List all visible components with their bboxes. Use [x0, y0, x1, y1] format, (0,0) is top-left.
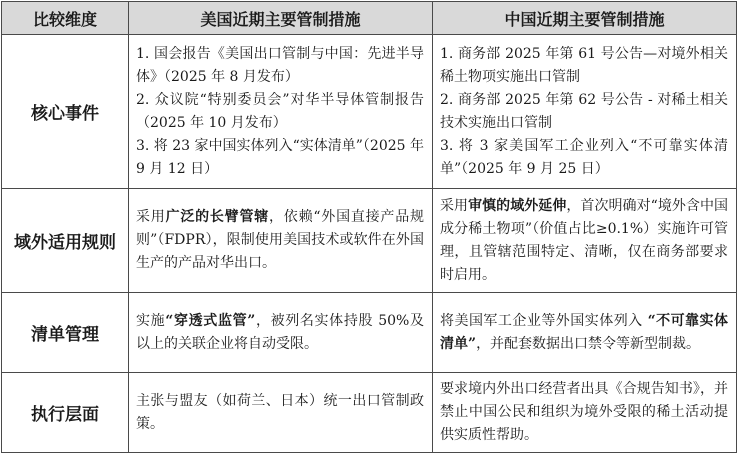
cn-list-management-text-pre: 将美国军工企业等外国实体列入: [440, 312, 648, 329]
cn-list-management-cell: [433, 293, 737, 373]
row-label-list-management: 清单管理: [2, 293, 129, 373]
cn-list-management-emphasis: “不可靠实体清单”: [440, 312, 729, 352]
us-core-event-1: 1. 国会报告《美国出口管制与中国：先进半导体》（2025 年 8 月发布）: [136, 45, 424, 85]
cn-core-event-3: 3. 将 3 家美国军工企业列入“不可靠实体清单”（2025 年 9 月 25 日）: [440, 137, 728, 177]
row-extraterritorial: [2, 189, 737, 293]
us-extraterritorial-emphasis: 广泛的长臂管辖: [165, 209, 270, 225]
cn-extraterritorial-cell: [433, 189, 737, 293]
header-us-measures: 美国近期主要管制措施: [129, 2, 433, 35]
cn-extraterritorial-text-post: ，首次明确对“境外含中国成分稀土物项”（价值占比≥0.1%）实施许可管理，且管辖范围特定、清晰，仅在商务部要求时启用。: [440, 197, 729, 283]
us-enforcement-cell: 主张与盟友（如荷兰、日本）统一出口管制政策。: [129, 373, 433, 453]
cn-enforcement-cell: 要求境内外出口经营者出具《合规告知书》，并禁止中国公民和组织为境外受限的稀土活动提供实质性帮助。: [433, 373, 737, 453]
cn-list-management-text-post: ，并配套数据出口禁令等新型制裁。: [476, 335, 701, 352]
cn-core-events-cell: [433, 35, 737, 189]
cn-extraterritorial-text-pre: 采用: [440, 197, 469, 214]
us-list-management-emphasis: “穿透式监管”: [165, 312, 256, 329]
row-label-extraterritorial: 域外适用规则: [2, 189, 129, 293]
row-label-core-events: 核心事件: [2, 35, 129, 189]
header-dimension: 比较维度: [2, 2, 129, 35]
us-list-management-text-post: ，被列名实体持股 50%及以上的关联企业将自动受限。: [136, 312, 424, 352]
us-core-event-3: 3. 将 23 家中国实体列入“实体清单”（2025 年 9 月 12 日）: [136, 137, 424, 177]
cn-core-event-2: 2. 商务部 2025 年第 62 号公告 - 对稀土相关技术实施出口管制: [440, 91, 728, 131]
cn-core-event-1: 1. 商务部 2025 年第 61 号公告—对境外相关稀土物项实施出口管制: [440, 45, 728, 85]
row-core-events: [2, 35, 737, 189]
us-extraterritorial-text-post: ，依赖“外国直接产品规则”（FDPR），限制使用美国技术或软件在外国生产的产品对华出口。: [136, 209, 424, 271]
comparison-table: [1, 1, 737, 453]
row-list-management: [2, 293, 737, 373]
row-enforcement: [2, 373, 737, 453]
us-list-management-cell: [129, 293, 433, 373]
row-label-enforcement: 执行层面: [2, 373, 129, 453]
header-cn-measures: 中国近期主要管制措施: [433, 2, 737, 35]
header-row: [2, 2, 737, 35]
us-core-events-cell: [129, 35, 433, 189]
us-extraterritorial-text-pre: 采用: [136, 209, 166, 225]
us-list-management-text-pre: 实施: [136, 312, 166, 329]
cn-extraterritorial-emphasis: 审慎的域外延伸: [468, 197, 567, 214]
us-core-event-2: 2. 众议院“特别委员会”对华半导体管制报告（2025 年 10 月发布）: [136, 91, 424, 131]
us-extraterritorial-cell: [129, 189, 433, 293]
